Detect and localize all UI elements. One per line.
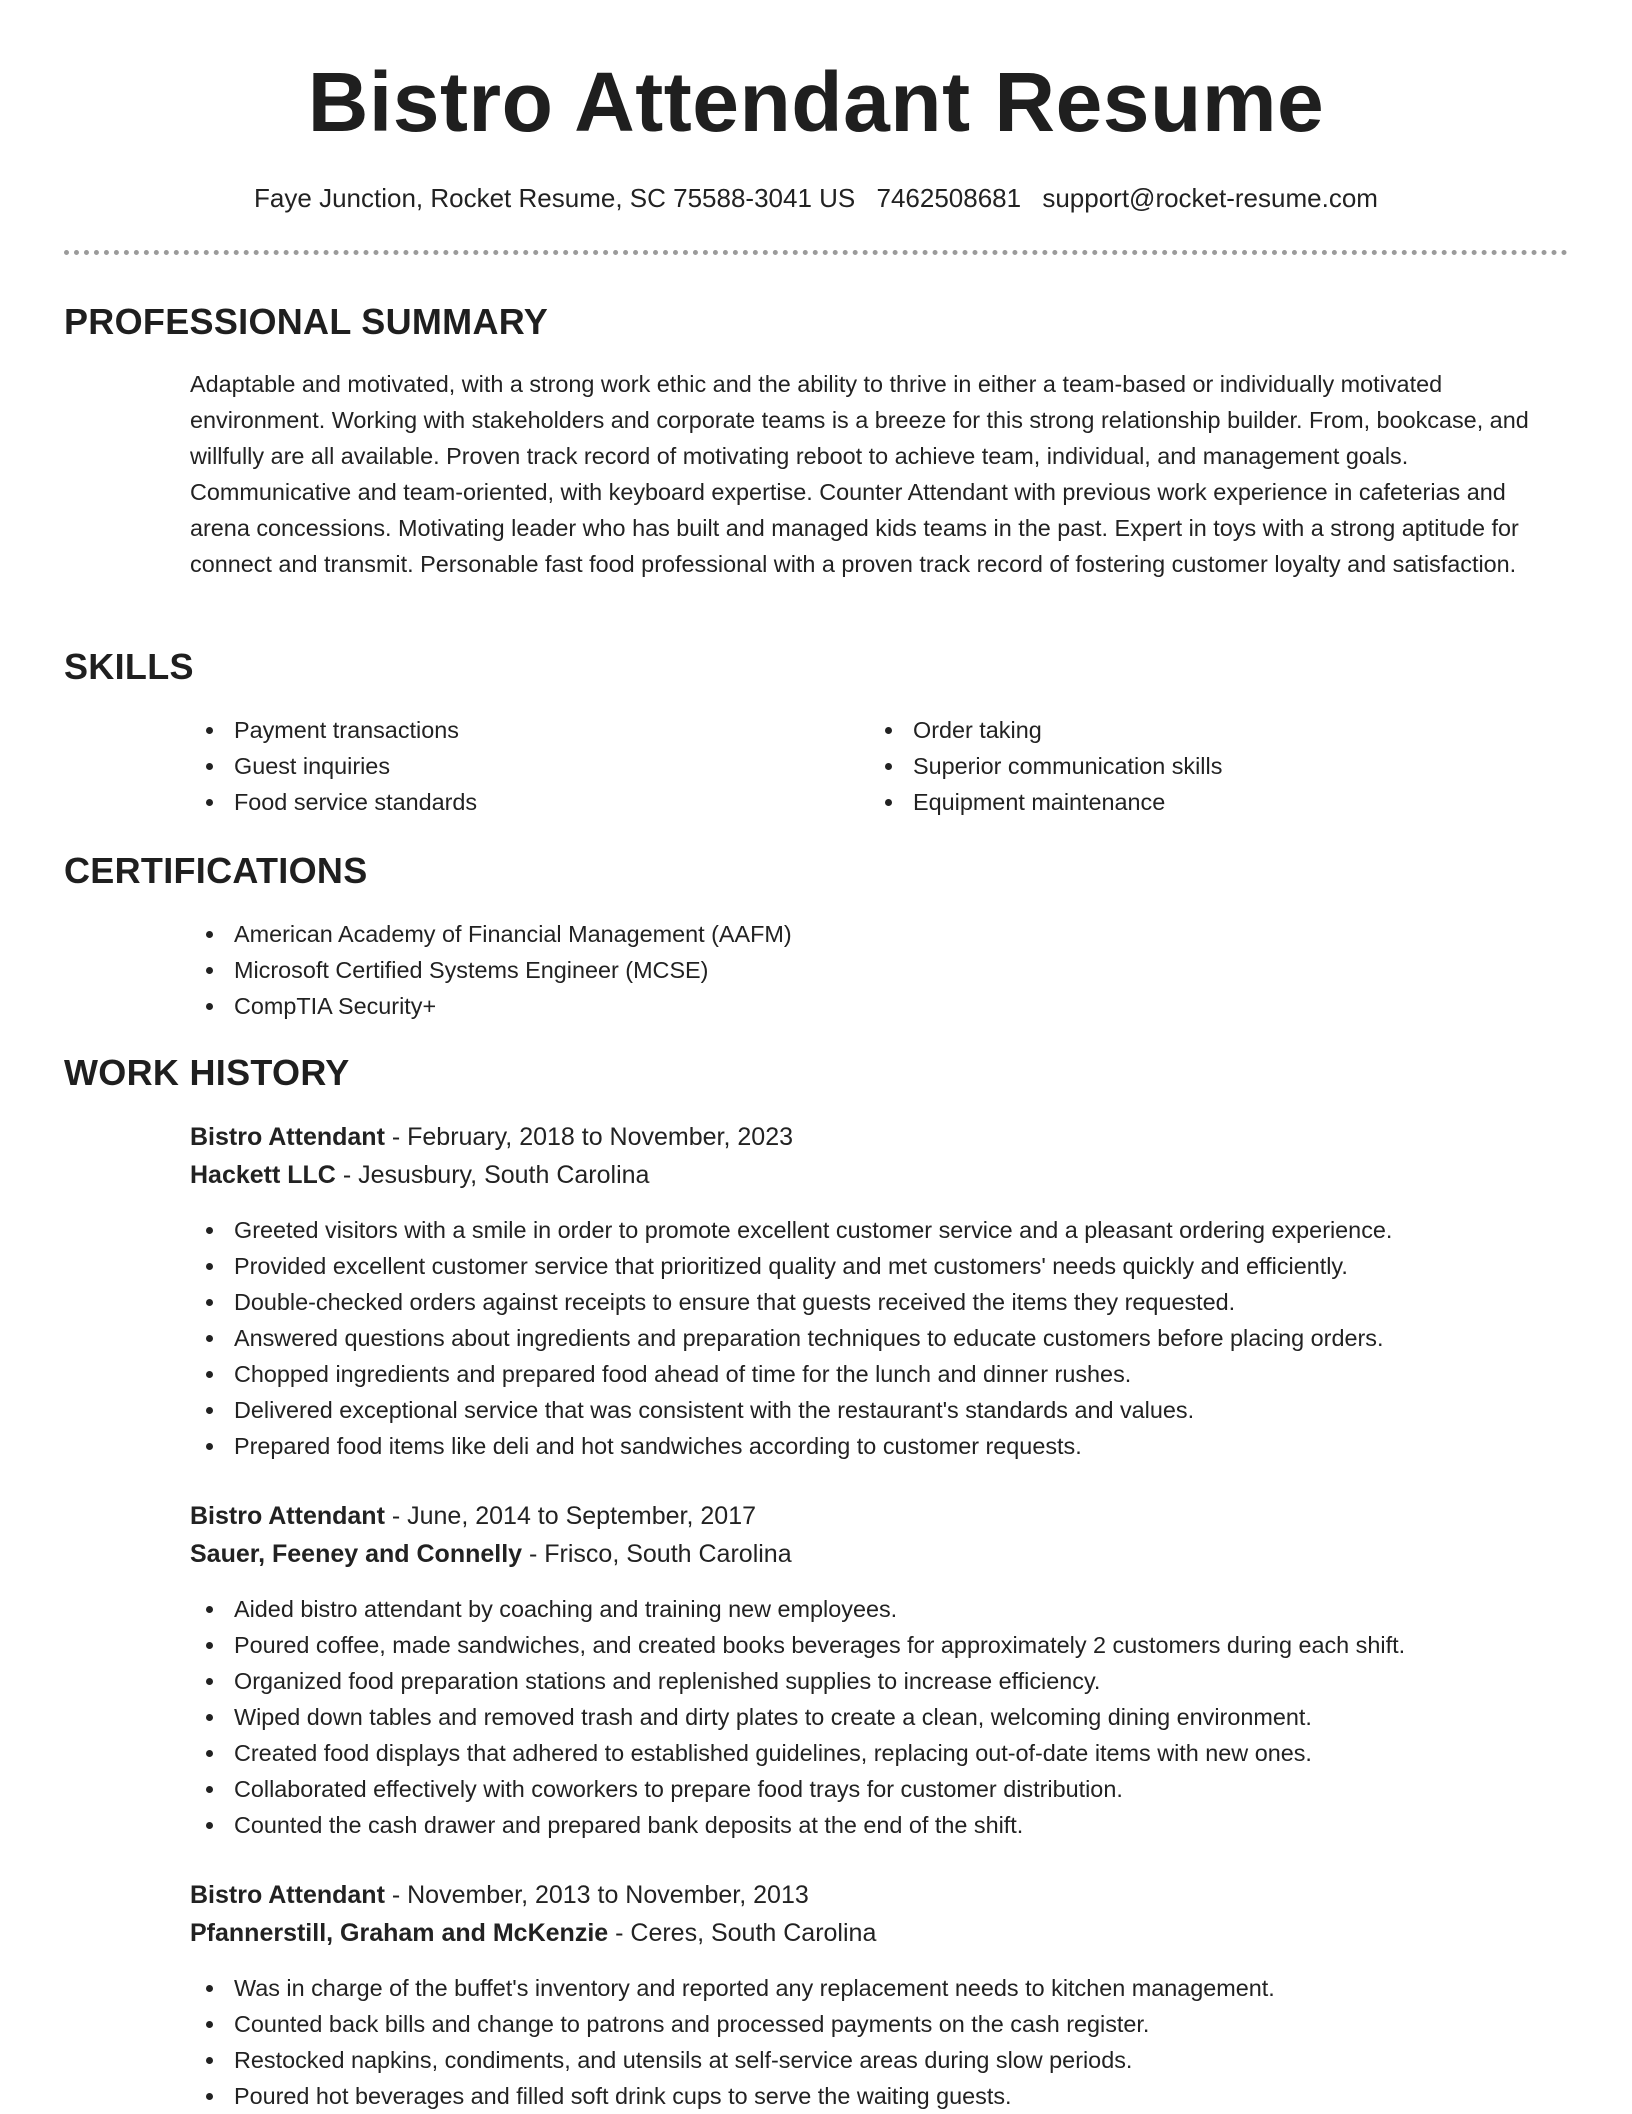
- job-duty-item: Organized food preparation stations and replenished supplies to increase efficiency.: [190, 1663, 1405, 1699]
- summary-heading: PROFESSIONAL SUMMARY: [64, 301, 549, 342]
- job-location: - Ceres, South Carolina: [608, 1919, 877, 1947]
- job-duty-item: Greeted visitors with a smile in order to promote excellent customer service and a pleasant ordering experience.: [190, 1212, 1392, 1248]
- job-duty-item: Prepared food items like deli and hot sandwiches according to customer requests.: [190, 1428, 1392, 1464]
- job-duty-item: Collaborated effectively with coworkers to prepare food trays for customer distribution.: [190, 1771, 1405, 1807]
- certifications-heading: CERTIFICATIONS: [64, 850, 368, 891]
- certifications-list: [190, 916, 792, 1024]
- contact-phone: 7462508681: [876, 183, 1022, 213]
- skills-list-left: [190, 712, 477, 820]
- contact-line: [0, 180, 1632, 216]
- summary-text: Adaptable and motivated, with a strong work ethic and the ability to thrive in either a team-based or individually motivated environment. Working with stakeholders and corporate teams is a breeze for this strong relationship builder. From, bookcase, and willfully are all available. Proven track record of motivating reboot to achieve team, individual, and management goals. Communicative and team-oriented, with keyboard expertise. Counter Attendant with previous work experience in cafeterias and arena concessions. Motivating leader who has built and managed kids teams in the past. Expert in toys with a strong aptitude for connect and transmit. Personable fast food professional with a proven track record of fostering customer loyalty and satisfaction.: [190, 371, 1529, 577]
- job-duty-item: Wiped down tables and removed trash and dirty plates to create a clean, welcoming dining environment.: [190, 1699, 1405, 1735]
- job-company-line: [190, 1157, 649, 1193]
- job-dates: - June, 2014 to September, 2017: [384, 1502, 756, 1530]
- skill-item: Guest inquiries: [190, 748, 477, 784]
- skill-item: Equipment maintenance: [869, 784, 1222, 820]
- skill-item: Food service standards: [190, 784, 477, 820]
- job-position: Bistro Attendant: [190, 1881, 385, 1909]
- job-company-line: [190, 1915, 876, 1951]
- job-title-line: [190, 1498, 756, 1534]
- skill-item: Order taking: [869, 712, 1222, 748]
- certification-item: Microsoft Certified Systems Engineer (MCSE): [190, 952, 792, 988]
- job-company: Pfannerstill, Graham and McKenzie: [190, 1919, 609, 1947]
- job-dates: - February, 2018 to November, 2023: [384, 1123, 793, 1151]
- contact-address: Faye Junction, Rocket Resume, SC 75588-3041 US: [254, 183, 856, 213]
- job-duty-item: Answered questions about ingredients and preparation techniques to educate customers before placing orders.: [190, 1320, 1392, 1356]
- resume-title: Bistro Attendant Resume: [307, 55, 1325, 149]
- job-location: - Jesusbury, South Carolina: [335, 1161, 650, 1189]
- job-duty-item: Poured hot beverages and filled soft drink cups to serve the waiting guests.: [190, 2078, 1275, 2114]
- job-position: Bistro Attendant: [190, 1123, 385, 1151]
- job-duty-item: Was in charge of the buffet's inventory and reported any replacement needs to kitchen management.: [190, 1970, 1275, 2006]
- header-divider: [64, 250, 1568, 255]
- job-title-line: [190, 1119, 793, 1155]
- job-duties-list: [190, 1970, 1275, 2114]
- skills-list-right: [869, 712, 1222, 820]
- work-history-heading: WORK HISTORY: [64, 1052, 350, 1093]
- certification-item: CompTIA Security+: [190, 988, 792, 1024]
- job-duty-item: Aided bistro attendant by coaching and training new employees.: [190, 1591, 1405, 1627]
- job-duties-list: [190, 1212, 1392, 1464]
- job-company: Sauer, Feeney and Connelly: [190, 1540, 523, 1568]
- job-duty-item: Restocked napkins, condiments, and utensils at self-service areas during slow periods.: [190, 2042, 1275, 2078]
- job-position: Bistro Attendant: [190, 1502, 385, 1530]
- job-location: - Frisco, South Carolina: [522, 1540, 792, 1568]
- job-duties-list: [190, 1591, 1405, 1843]
- job-duty-item: Delivered exceptional service that was consistent with the restaurant's standards and values.: [190, 1392, 1392, 1428]
- job-dates: - November, 2013 to November, 2013: [384, 1881, 809, 1909]
- skills-heading: SKILLS: [64, 646, 194, 687]
- job-duty-item: Poured coffee, made sandwiches, and created books beverages for approximately 2 customers during each shift.: [190, 1627, 1405, 1663]
- job-duty-item: Chopped ingredients and prepared food ahead of time for the lunch and dinner rushes.: [190, 1356, 1392, 1392]
- skill-item: Superior communication skills: [869, 748, 1222, 784]
- job-duty-item: Double-checked orders against receipts to ensure that guests received the items they requested.: [190, 1284, 1392, 1320]
- job-duty-item: Provided excellent customer service that prioritized quality and met customers' needs quickly and efficiently.: [190, 1248, 1392, 1284]
- certification-item: American Academy of Financial Management (AAFM): [190, 916, 792, 952]
- contact-email: support@rocket-resume.com: [1042, 183, 1378, 213]
- skill-item: Payment transactions: [190, 712, 477, 748]
- job-title-line: [190, 1877, 809, 1913]
- job-duty-item: Created food displays that adhered to established guidelines, replacing out-of-date items with new ones.: [190, 1735, 1405, 1771]
- job-duty-item: Counted the cash drawer and prepared bank deposits at the end of the shift.: [190, 1807, 1405, 1843]
- job-company: Hackett LLC: [190, 1161, 336, 1189]
- job-company-line: [190, 1536, 792, 1572]
- job-duty-item: Counted back bills and change to patrons and processed payments on the cash register.: [190, 2006, 1275, 2042]
